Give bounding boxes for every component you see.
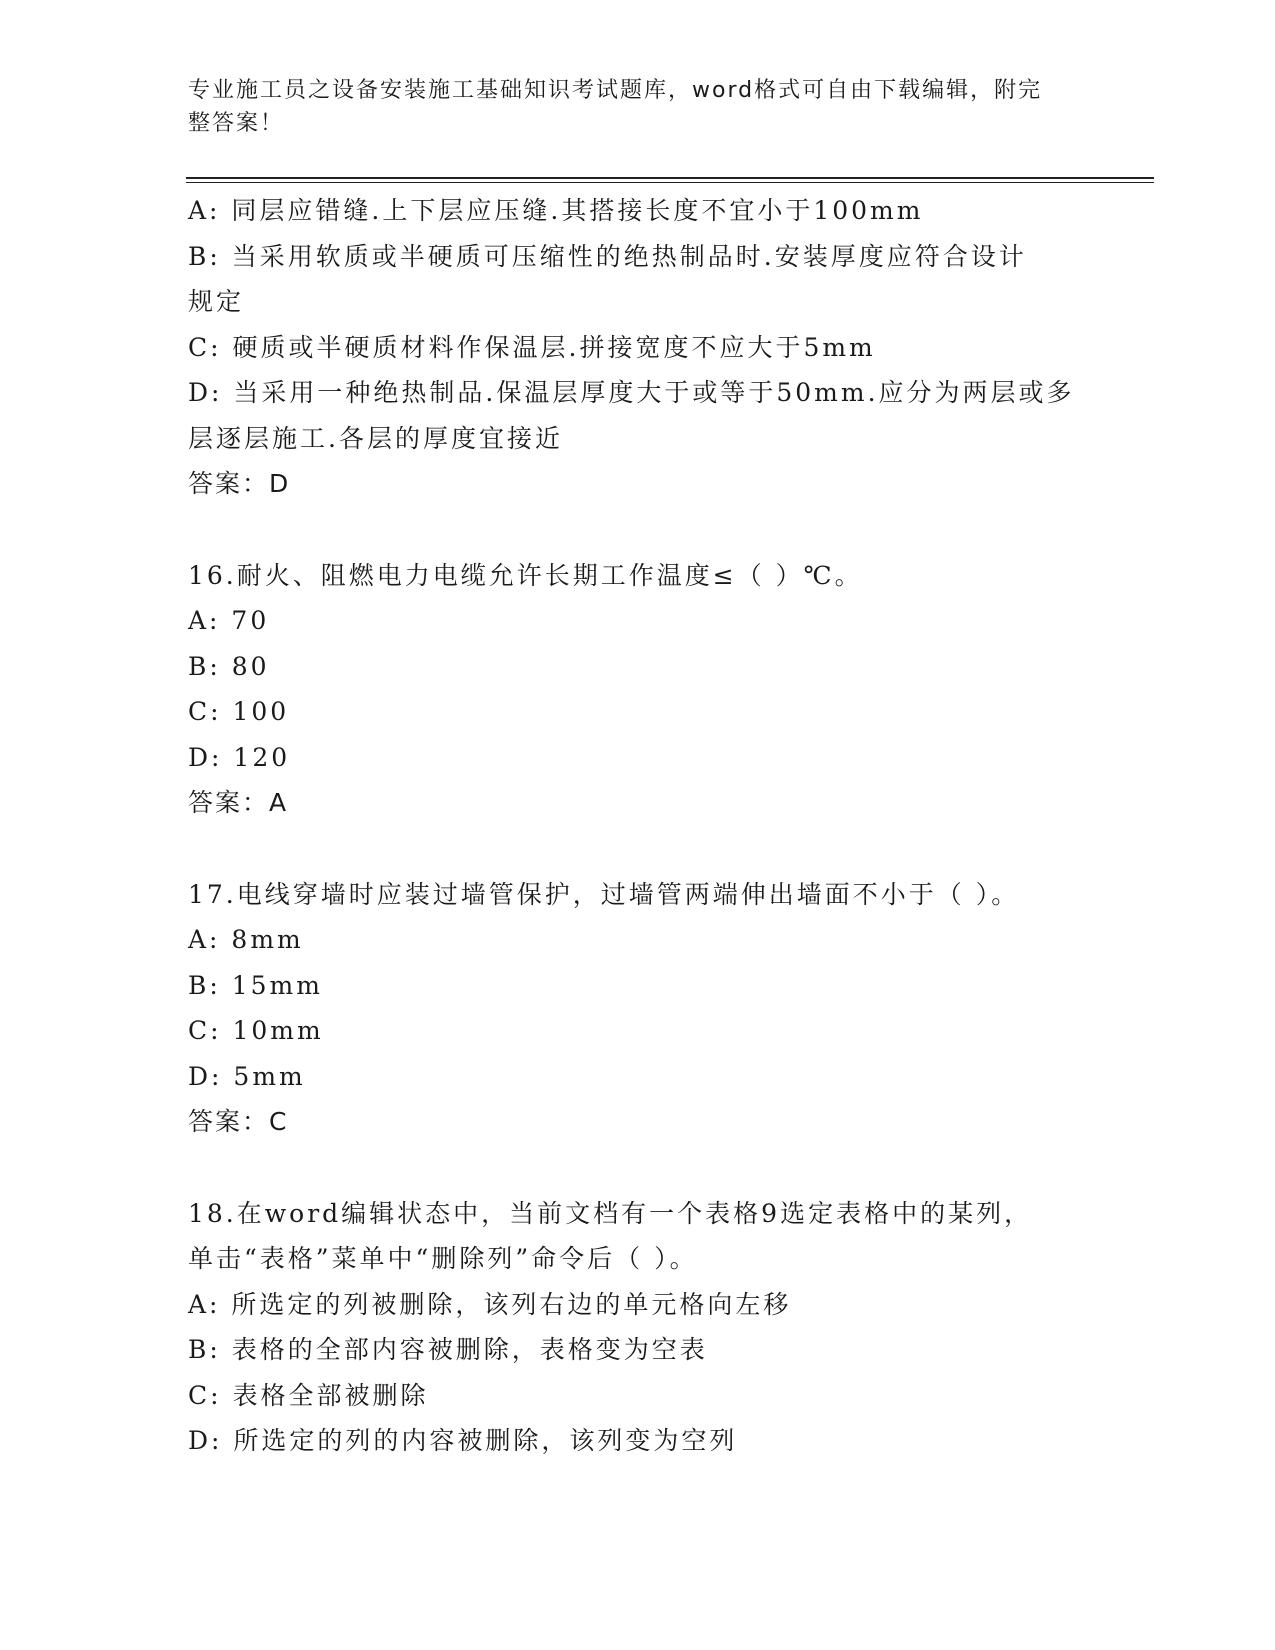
q15-option-b-line-1: B: 当采用软质或半硬质可压缩性的绝热制品时.安装厚度应符合设计 — [188, 241, 1027, 271]
header-divider-thick — [186, 177, 1154, 179]
question-17-block — [188, 872, 1088, 1145]
question-16-block — [188, 553, 1088, 826]
q18-option-d: D: 所选定的列的内容被删除，该列变为空列 — [188, 1426, 738, 1455]
header-title-line-1: 专业施工员之设备安装施工基础知识考试题库，word格式可自由下载编辑，附完 — [188, 78, 1043, 103]
q16-question: 16.耐火、阻燃电力电缆允许长期工作温度≤（ ）℃。 — [188, 560, 863, 590]
q15-option-b-line-2: 规定 — [188, 287, 245, 316]
q18-question-line-1: 18.在word编辑状态中，当前文档有一个表格9选定表格中的某列， — [188, 1198, 1033, 1228]
header-title-line-2: 整答案！ — [188, 111, 285, 136]
question-18-block — [188, 1191, 1088, 1464]
header-divider-thin — [186, 182, 1154, 183]
document-header — [188, 74, 1068, 140]
q17-answer: 答案：C — [188, 1107, 289, 1136]
spacer — [188, 1145, 1088, 1191]
q18-option-b: B: 表格的全部内容被删除，表格变为空表 — [188, 1335, 708, 1364]
q15-answer: 答案：D — [188, 469, 291, 498]
q16-answer: 答案：A — [188, 788, 289, 817]
q15-option-a: A: 同层应错缝.上下层应压缝.其搭接长度不宜小于100mm — [188, 196, 924, 225]
q16-option-b: B: 80 — [188, 651, 270, 681]
q18-option-c: C: 表格全部被删除 — [188, 1380, 429, 1410]
q15-option-d-line-2: 层逐层施工.各层的厚度宜接近 — [188, 423, 563, 453]
document-body — [188, 188, 1088, 1464]
spacer — [188, 826, 1088, 872]
q17-option-b: B: 15mm — [188, 970, 323, 1000]
q16-option-c: C: 100 — [188, 697, 290, 726]
q15-option-d-line-1: D: 当采用一种绝热制品.保温层厚度大于或等于50mm.应分为两层或多 — [188, 378, 1075, 407]
q17-option-c: C: 10mm — [188, 1016, 324, 1045]
q15-option-c: C: 硬质或半硬质材料作保温层.拼接宽度不应大于5mm — [188, 332, 876, 362]
spacer — [188, 507, 1088, 553]
question-15-block — [188, 188, 1088, 507]
q18-question-line-2: 单击“表格”菜单中“删除列”命令后（ ）。 — [188, 1244, 698, 1273]
q17-question: 17.电线穿墙时应装过墙管保护，过墙管两端伸出墙面不小于（ ）。 — [188, 879, 1020, 909]
q16-option-d: D: 120 — [188, 742, 291, 772]
q16-option-a: A: 70 — [188, 606, 270, 635]
q17-option-d: D: 5mm — [188, 1061, 306, 1091]
q17-option-a: A: 8mm — [188, 925, 304, 954]
q18-option-a: A: 所选定的列被删除，该列右边的单元格向左移 — [188, 1289, 792, 1319]
